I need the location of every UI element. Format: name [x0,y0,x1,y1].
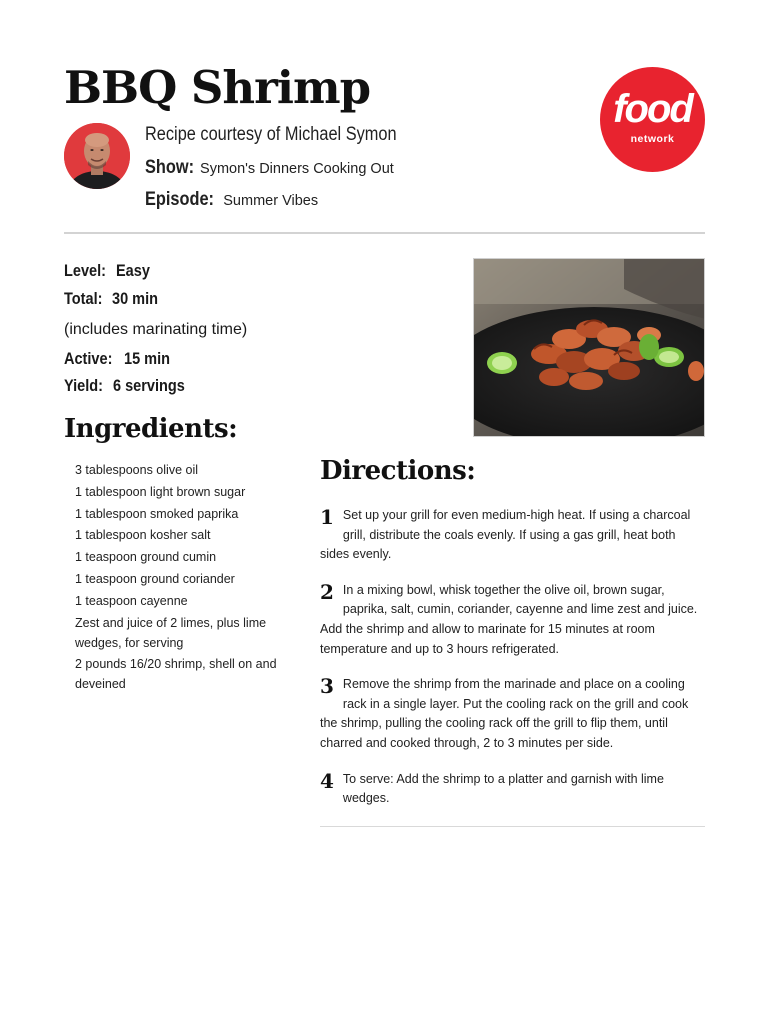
step-text: To serve: Add the shrimp to a platter and garnish with lime wedges. [342,771,664,806]
active-label: Active: [64,350,113,368]
direction-step [320,675,705,753]
ingredient-item: 1 teaspoon ground cumin [75,550,217,565]
ingredients-heading: Ingredients: [64,414,238,444]
meta-total [64,290,165,309]
episode-label: Episode: [145,189,215,210]
recipe-credit: Recipe courtesy of Michael Symon [145,124,397,145]
direction-step [320,506,705,565]
step-number: 2 [320,579,334,604]
recipe-photo [473,258,705,437]
step-text: Remove the shrimp from the marinade and place on a cooling rack in a single layer. Put the cooling rack on the grill and cook the shrimp, pulling the cooling rack off the grill to flip them, until charred and cooked through, 2 to 3 minutes per side. [320,677,689,750]
ingredient-item: 1 teaspoon ground coriander [75,571,235,586]
total-value: 30 min [112,290,159,308]
yield-label: Yield: [64,377,103,395]
yield-value: 6 servings [112,377,185,395]
level-value: Easy [116,262,151,280]
step-text: In a mixing bowl, whisk together the olive oil, brown sugar, paprika, salt, cumin, coriander, cayenne and lime zest and juice. Add the shrimp and allow to marinate for 15 minutes at room temperature and up to 3 hours refrigerated. [320,582,698,656]
show-line [145,157,394,179]
meta-level [64,262,155,281]
ingredient-item: 1 tablespoon smoked paprika [75,506,239,521]
step-text: Set up your grill for even medium-high heat. If using a charcoal grill, distribute the coals evenly. If using a gas grill, heat both sides evenly. [320,508,691,562]
active-value: 15 min [123,350,170,368]
ingredient-item: 3 tablespoons olive oil [75,463,198,477]
step-number: 4 [320,768,334,793]
level-label: Level: [64,262,106,280]
meta-yield [64,377,195,396]
direction-step [320,770,705,809]
direction-step [320,581,705,659]
episode-line [145,189,318,211]
ingredient-item: 1 tablespoon kosher salt [75,528,211,543]
total-note: (includes marinating time) [64,321,248,338]
ingredient-item: 1 teaspoon cayenne [75,593,188,608]
header-divider [64,232,705,234]
total-label: Total: [64,290,103,308]
meta-active [64,350,176,369]
chef-avatar [64,123,130,189]
directions-list [320,506,705,809]
food-network-logo [600,67,705,172]
ingredient-item: 2 pounds 16/20 shrimp, shell on and deveined [75,657,277,692]
ingredient-item: 1 tablespoon light brown sugar [75,484,246,499]
step-number: 1 [320,505,334,529]
ingredient-item: Zest and juice of 2 limes, plus lime wedges, for serving [75,615,267,650]
ingredients-list [75,460,290,696]
logo-subtext: network [630,133,675,145]
directions-heading: Directions: [320,456,476,486]
recipe-title: BBQ Shrimp [64,61,371,114]
step-number: 3 [320,674,334,699]
show-label: Show: [145,157,195,178]
logo-word: food [613,87,692,131]
footer-divider [320,826,705,827]
show-value: Symon's Dinners Cooking Out [200,161,394,177]
episode-value: Summer Vibes [223,193,319,209]
